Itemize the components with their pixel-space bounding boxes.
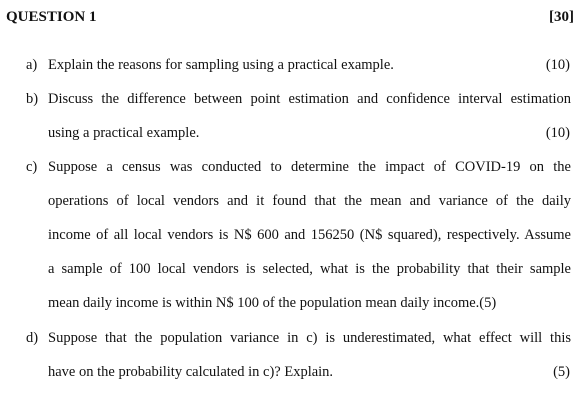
item-label: c) (26, 159, 38, 175)
item-text-line: a sample of 100 local vendors is selected, what is the probability that their sample (48, 261, 571, 277)
item-text-line: Suppose a census was conducted to determine the impact of COVID-19 on the (48, 159, 571, 175)
item-marks: (10) (545, 57, 570, 73)
item-text-line: using a practical example. (48, 125, 200, 141)
item-text-line: Discuss the difference between point estimation and confidence interval estimation (48, 91, 571, 107)
item-text-line: Explain the reasons for sampling using a practical example. (48, 57, 394, 73)
item-label: a) (26, 57, 38, 73)
item-marks: (5) (553, 364, 570, 380)
question-title: QUESTION 1 (6, 9, 97, 25)
item-label: b) (26, 91, 39, 107)
item-text-line: Suppose that the population variance in c) is underestimated, what effect will this (48, 330, 571, 346)
item-label: d) (26, 330, 39, 346)
item-marks: (10) (545, 125, 570, 141)
item-text-line: income of all local vendors is N$ 600 and 156250 (N$ squared), respectively. Assume (48, 227, 571, 243)
item-text-line: mean daily income is within N$ 100 of the population mean daily income.(5) (48, 295, 497, 311)
question-total-marks: [30] (549, 9, 574, 25)
item-text-line: have on the probability calculated in c)? Explain. (48, 364, 334, 380)
item-text-line: operations of local vendors and it found that the mean and variance of the daily (48, 193, 571, 209)
